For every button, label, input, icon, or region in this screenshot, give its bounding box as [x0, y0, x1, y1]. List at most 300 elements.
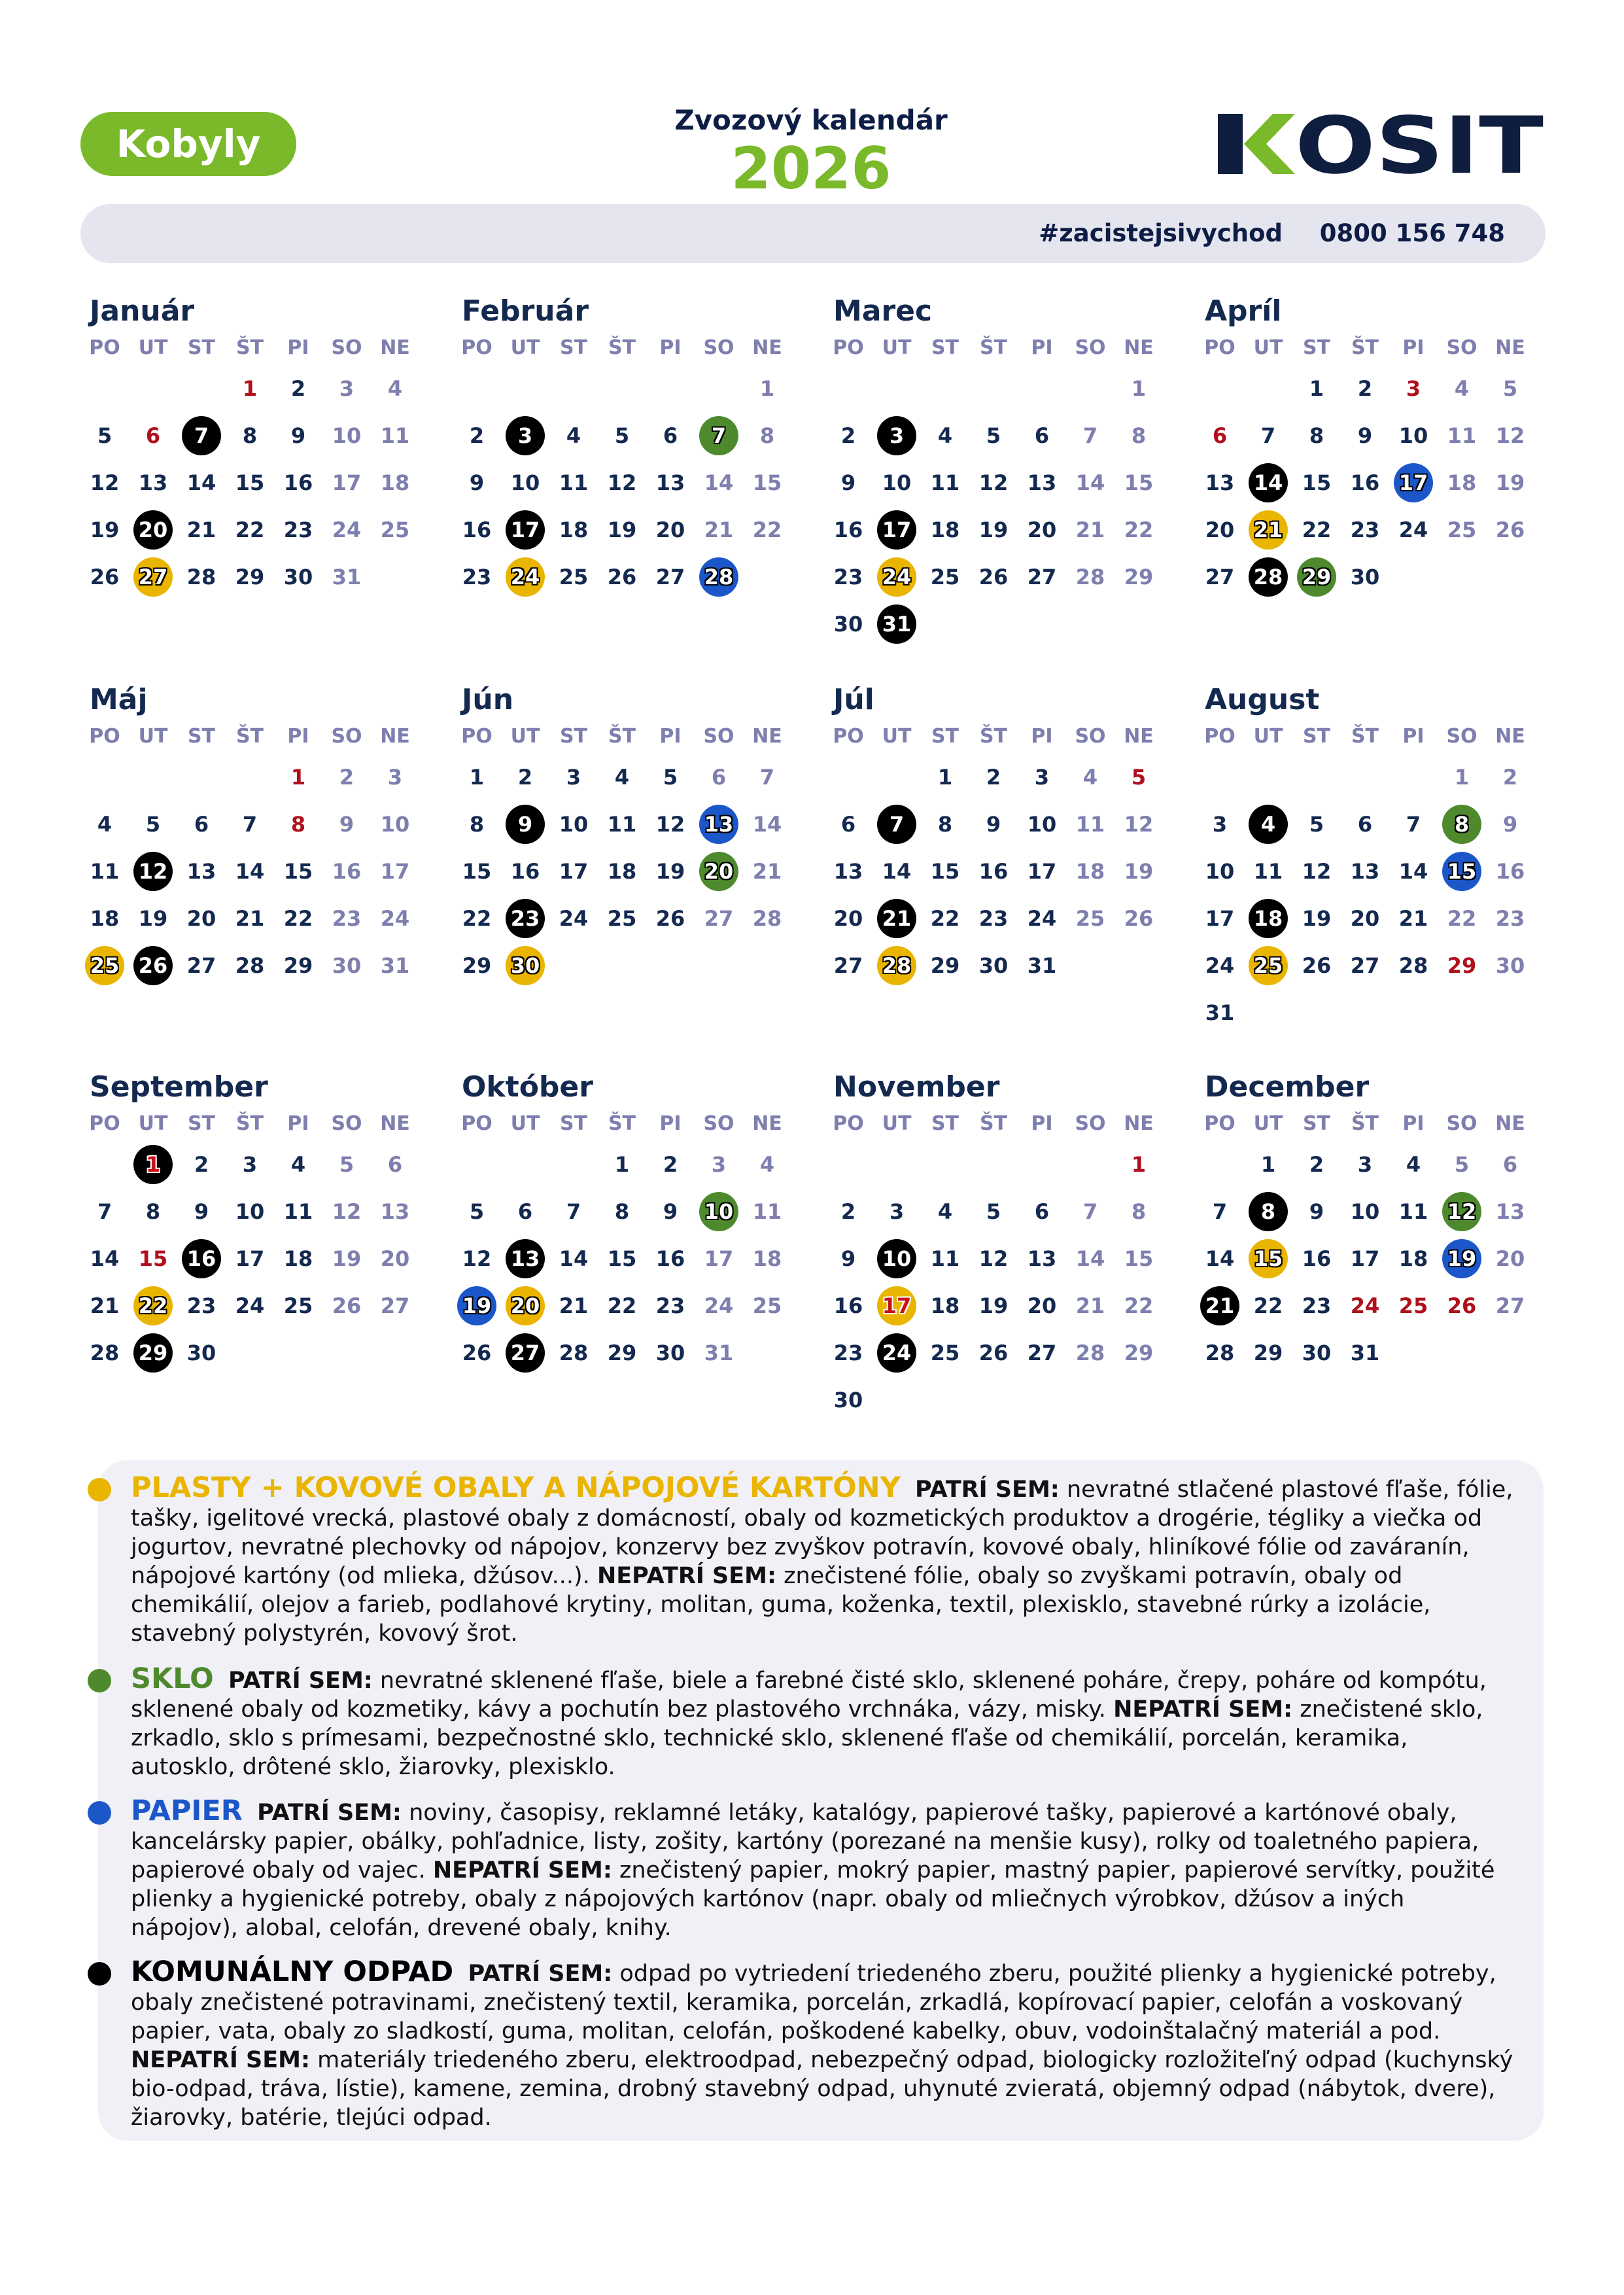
calendar-day: 26 [1447, 1293, 1477, 1318]
weekday-label: SO [331, 1112, 362, 1135]
calendar-day: 1 [1260, 1152, 1276, 1177]
calendar-day: 16 [462, 517, 492, 542]
calendar-day: 12 [332, 1199, 362, 1224]
calendar-day: 10 [1398, 423, 1428, 448]
calendar-day: 12 [90, 470, 120, 495]
collection-day-black: 17 [506, 510, 545, 550]
weekday-label: ST [559, 336, 588, 359]
collection-day-green: 20 [699, 852, 738, 891]
calendar-day: 1 [290, 765, 306, 790]
calendar-day: 26 [607, 565, 637, 589]
collection-day-black: 23 [506, 899, 545, 938]
calendar-day: 4 [97, 812, 112, 837]
weekday-label: PO [461, 1112, 492, 1135]
weekday-label: NE [1495, 725, 1525, 748]
calendar-day: 4 [1406, 1152, 1421, 1177]
calendar-day: 2 [469, 423, 485, 448]
collection-day-black: 4 [1249, 805, 1288, 844]
calendar-day: 3 [1406, 376, 1421, 401]
weekday-label: UT [138, 725, 168, 748]
calendar-day: 3 [711, 1152, 727, 1177]
info-bar [80, 204, 1546, 263]
calendar-day: 22 [462, 906, 492, 931]
weekday-label: ŠT [235, 336, 264, 359]
calendar-day: 11 [559, 470, 589, 495]
weekday-label: NE [1124, 1112, 1154, 1135]
calendar-day: 20 [833, 906, 863, 931]
month-name: Apríl [1205, 294, 1282, 328]
calendar-day: 26 [332, 1293, 362, 1318]
calendar-day: 5 [469, 1199, 485, 1224]
calendar-day: 17 [559, 859, 589, 884]
legend-in-label: PATRÍ SEM: [915, 1477, 1060, 1503]
calendar-day: 22 [607, 1293, 637, 1318]
calendar-day: 25 [752, 1293, 782, 1318]
calendar-day: 19 [1124, 859, 1154, 884]
hashtag-text: #zacistejsivychod [1039, 219, 1283, 247]
calendar-day: 27 [1495, 1293, 1525, 1318]
weekday-label: SO [1075, 725, 1106, 748]
calendar-day: 26 [1124, 906, 1154, 931]
month-name: August [1205, 683, 1320, 716]
legend-item-papier [131, 1796, 1517, 1942]
weekday-label: SO [1446, 725, 1477, 748]
calendar-day: 24 [1398, 517, 1428, 542]
calendar-day: 2 [339, 765, 354, 790]
calendar-day: 11 [1398, 1199, 1428, 1224]
legend-in-text: nevratné stlačené plastové fľaše, fólie, tašky, igelitové vrecká, plastové obaly z domácností, obaly od kozmetických produktov a drogérie, tégliky a viečka od jogurtov, nevratné plechovky od nápojov, konzervy bez zvyškov potravín, kovové obaly, hliníkové fólie od zaváranín, nápojové kartóny (od mlieka, džúsov...). [131, 1477, 1513, 1589]
collection-day-black: 7 [877, 805, 916, 844]
collection-day-black: 24 [877, 1333, 916, 1373]
calendar-day: 23 [833, 1340, 863, 1365]
calendar-day: 30 [978, 953, 1009, 978]
legend-out-label: NEPATRÍ SEM: [596, 1563, 776, 1589]
calendar-day: 25 [930, 565, 960, 589]
calendar-day: 30 [283, 565, 313, 589]
calendar-day: 11 [283, 1199, 313, 1224]
legend-out-label: NEPATRÍ SEM: [131, 2047, 310, 2073]
calendar-day: 25 [1447, 517, 1477, 542]
collection-day-blue: 17 [1394, 463, 1433, 502]
weekday-label: ŠT [1351, 336, 1379, 359]
calendar-year: 2026 [731, 135, 891, 202]
calendar-day: 6 [387, 1152, 403, 1177]
calendar-day: 27 [1027, 1340, 1057, 1365]
calendar-day: 27 [1027, 565, 1057, 589]
calendar-day: 19 [332, 1246, 362, 1271]
calendar-day: 10 [332, 423, 362, 448]
calendar-day: 20 [380, 1246, 410, 1271]
calendar-day: 17 [1027, 859, 1057, 884]
calendar-day: 17 [380, 859, 410, 884]
calendar-day: 6 [145, 423, 161, 448]
collection-day-black: 3 [506, 416, 545, 455]
legend-title-komunalny: KOMUNÁLNY ODPAD [131, 1955, 454, 1988]
weekday-label: UT [882, 1112, 912, 1135]
calendar-day: 14 [1075, 470, 1105, 495]
legend-out-text: znečistený papier, mokrý papier, mastný papier, papierové servítky, použité plienky a hygienické potreby, obaly z nápojových kartónov (napr. obaly od mliečnych výrobkov, džúsov a iných nápojov), alobal, celofán, drevené obaly, knihy. [131, 1857, 1495, 1941]
calendar-day: 8 [937, 812, 953, 837]
calendar-day: 4 [759, 1152, 775, 1177]
calendar-day: 15 [607, 1246, 637, 1271]
weekday-label: PI [287, 336, 309, 359]
calendar-day: 25 [559, 565, 589, 589]
calendar-day: 5 [1502, 376, 1518, 401]
calendar-day: 17 [1205, 906, 1235, 931]
title-block [615, 103, 1007, 200]
weekday-label: SO [703, 1112, 734, 1135]
weekday-label: ST [1302, 725, 1331, 748]
calendar-day: 31 [380, 953, 410, 978]
calendar-day: 2 [1309, 1152, 1324, 1177]
calendar-day: 2 [1357, 376, 1373, 401]
weekday-label: PI [287, 1112, 309, 1135]
calendar-day: 27 [1350, 953, 1380, 978]
weekday-label: ŠT [608, 336, 636, 359]
calendar-day: 15 [138, 1246, 168, 1271]
calendar-day: 18 [1398, 1246, 1428, 1271]
calendar-day: 3 [1357, 1152, 1373, 1177]
calendar-day: 20 [1205, 517, 1235, 542]
calendar-day: 10 [882, 470, 912, 495]
calendar-day: 22 [235, 517, 265, 542]
collection-day-green: 12 [1442, 1192, 1481, 1231]
calendar-day: 25 [1075, 906, 1105, 931]
month-name: Júl [833, 683, 874, 716]
calendar-day: 30 [833, 612, 863, 637]
calendar-day: 5 [97, 423, 112, 448]
calendar-day: 9 [339, 812, 354, 837]
calendar-day: 14 [752, 812, 782, 837]
calendar-day: 14 [704, 470, 734, 495]
calendar-day: 25 [380, 517, 410, 542]
calendar-day: 22 [1447, 906, 1477, 931]
calendar-day: 23 [655, 1293, 685, 1318]
calendar-day: 26 [978, 565, 1009, 589]
calendar-day: 31 [1027, 953, 1057, 978]
calendar-day: 30 [1302, 1340, 1332, 1365]
calendar-day: 13 [1495, 1199, 1525, 1224]
calendar-day: 27 [704, 906, 734, 931]
weekday-label: UT [1253, 336, 1283, 359]
calendar-day: 9 [986, 812, 1001, 837]
calendar-day: 18 [752, 1246, 782, 1271]
calendar-day: 14 [1075, 1246, 1105, 1271]
calendar-day: 7 [1082, 1199, 1098, 1224]
collection-day-blue: 28 [699, 557, 738, 597]
calendar-day: 27 [380, 1293, 410, 1318]
weekday-label: ST [559, 725, 588, 748]
collection-day-black: 3 [877, 416, 916, 455]
calendar-day: 24 [332, 517, 362, 542]
calendar-day: 26 [655, 906, 685, 931]
calendar-day: 15 [752, 470, 782, 495]
calendar-day: 22 [1124, 517, 1154, 542]
legend-title-sklo: SKLO [131, 1662, 214, 1695]
calendar-day: 9 [840, 470, 856, 495]
calendar-day: 1 [1454, 765, 1470, 790]
weekday-label: ŠT [979, 1112, 1008, 1135]
calendar-day: 6 [1212, 423, 1228, 448]
calendar-day: 22 [283, 906, 313, 931]
collection-day-yellow: 25 [1249, 946, 1288, 985]
calendar-day: 13 [380, 1199, 410, 1224]
legend-item-plasty [131, 1473, 1517, 1648]
calendar-day: 3 [889, 1199, 905, 1224]
calendar-day: 27 [655, 565, 685, 589]
collection-day-yellow: 17 [877, 1286, 916, 1325]
weekday-label: NE [752, 336, 782, 359]
calendar-day: 29 [283, 953, 313, 978]
weekday-label: PO [89, 1112, 120, 1135]
calendar-day: 12 [655, 812, 685, 837]
calendar-day: 12 [1495, 423, 1525, 448]
collection-day-blue: 19 [457, 1286, 496, 1325]
calendar-day: 24 [1350, 1293, 1380, 1318]
calendar-day: 22 [1253, 1293, 1283, 1318]
calendar-day: 2 [986, 765, 1001, 790]
calendar-day: 21 [1075, 1293, 1105, 1318]
calendar-day: 5 [1454, 1152, 1470, 1177]
calendar-day: 15 [1124, 1246, 1154, 1271]
calendar-day: 29 [235, 565, 265, 589]
calendar-day: 3 [566, 765, 581, 790]
weekday-label: UT [510, 1112, 540, 1135]
calendar-day: 10 [380, 812, 410, 837]
weekday-label: PI [1031, 336, 1053, 359]
calendar-day: 19 [978, 517, 1009, 542]
weekday-label: PI [287, 725, 309, 748]
weekday-label: SO [1075, 1112, 1106, 1135]
calendar-day: 21 [1398, 906, 1428, 931]
collection-day-yellow: 28 [877, 946, 916, 985]
collection-day-black: 8 [1249, 1192, 1288, 1231]
calendar-day: 20 [1027, 517, 1057, 542]
calendar-day: 22 [1302, 517, 1332, 542]
calendar-day: 25 [283, 1293, 313, 1318]
calendar-day: 14 [1398, 859, 1428, 884]
calendar-day: 7 [1082, 423, 1098, 448]
calendar-day: 28 [1398, 953, 1428, 978]
calendar-day: 12 [978, 470, 1009, 495]
calendar-day: 20 [655, 517, 685, 542]
calendar-day: 11 [1253, 859, 1283, 884]
calendar-day: 20 [186, 906, 216, 931]
weekday-label: PO [833, 336, 864, 359]
collection-day-black: 26 [133, 946, 173, 985]
legend-item-sklo [131, 1664, 1517, 1781]
weekday-label: PO [833, 725, 864, 748]
collection-day-yellow: 27 [133, 557, 173, 597]
calendar-day: 8 [469, 812, 485, 837]
calendar-day: 11 [930, 470, 960, 495]
weekday-label: PI [1402, 1112, 1425, 1135]
calendar-day: 14 [235, 859, 265, 884]
calendar-day: 18 [930, 1293, 960, 1318]
collection-day-black: 1 [133, 1145, 173, 1184]
weekday-label: ST [559, 1112, 588, 1135]
calendar-day: 29 [930, 953, 960, 978]
calendar-day: 8 [1309, 423, 1324, 448]
village-badge: Kobyly [80, 112, 296, 176]
calendar-day: 16 [978, 859, 1009, 884]
weekday-label: SO [331, 336, 362, 359]
calendar-day: 16 [1495, 859, 1525, 884]
legend-in-text: noviny, časopisy, reklamné letáky, katalógy, papierové tašky, papierové a kartónové obaly, kancelársky papier, obálky, pohľadnice, listy, zošity, kartóny (porezané na menšie kusy), rolky od toaletného papiera, papierové obaly od vajec. [131, 1800, 1479, 1883]
calendar-day: 21 [1075, 517, 1105, 542]
calendar-day: 4 [614, 765, 630, 790]
calendar-day: 13 [186, 859, 216, 884]
calendar-day: 18 [380, 470, 410, 495]
calendar-day: 18 [607, 859, 637, 884]
weekday-label: PO [833, 1112, 864, 1135]
calendar-day: 23 [978, 906, 1009, 931]
collection-day-black: 21 [877, 899, 916, 938]
weekday-label: NE [752, 725, 782, 748]
calendar-day: 14 [90, 1246, 120, 1271]
calendar-day: 1 [1131, 376, 1147, 401]
calendar-day: 21 [704, 517, 734, 542]
collection-day-green: 10 [699, 1192, 738, 1231]
calendar-day: 6 [1034, 423, 1050, 448]
calendar-day: 26 [462, 1340, 492, 1365]
calendar-day: 13 [138, 470, 168, 495]
weekday-label: SO [703, 725, 734, 748]
calendar-day: 11 [1075, 812, 1105, 837]
calendar-day: 12 [607, 470, 637, 495]
calendar-day: 2 [517, 765, 533, 790]
weekday-label: ST [187, 1112, 216, 1135]
legend-out-text: znečistené fólie, obaly so zvyškami potravín, obaly od chemikálií, olejov a farieb, podlahové krytiny, molitan, guma, koženka, textil, plexisklo, stavebné rúrky a izolácie, stavebný polystyrén, kovový šrot. [131, 1563, 1431, 1647]
calendar-day: 4 [290, 1152, 306, 1177]
calendar-day: 5 [663, 765, 678, 790]
weekday-label: ŠT [608, 725, 636, 748]
yellow-dot-icon [88, 1478, 111, 1501]
calendar-day: 4 [937, 423, 953, 448]
calendar-day: 21 [90, 1293, 120, 1318]
calendar-day: 31 [1350, 1340, 1380, 1365]
calendar-day: 13 [1027, 1246, 1057, 1271]
calendar-day: 6 [1502, 1152, 1518, 1177]
weekday-label: NE [380, 725, 410, 748]
calendar-day: 4 [566, 423, 581, 448]
calendar-day: 26 [90, 565, 120, 589]
calendar-day: 5 [1131, 765, 1147, 790]
month-name: Jún [462, 683, 514, 716]
calendar-day: 16 [833, 517, 863, 542]
calendar-day: 7 [97, 1199, 112, 1224]
calendar-day: 22 [930, 906, 960, 931]
collection-day-yellow: 24 [506, 557, 545, 597]
calendar-day: 17 [704, 1246, 734, 1271]
calendar-day: 28 [752, 906, 782, 931]
calendar-day: 13 [1027, 470, 1057, 495]
calendar-day: 6 [1357, 812, 1373, 837]
calendar-day: 10 [510, 470, 540, 495]
calendar-day: 10 [1350, 1199, 1380, 1224]
calendar-day: 28 [1075, 1340, 1105, 1365]
calendar-day: 4 [937, 1199, 953, 1224]
collection-day-blue: 15 [1442, 852, 1481, 891]
weekday-label: ŠT [1351, 1112, 1379, 1135]
calendar-day: 30 [833, 1388, 863, 1412]
legend-title-papier: PAPIER [131, 1795, 243, 1827]
weekday-label: NE [1495, 1112, 1525, 1135]
weekday-label: UT [1253, 1112, 1283, 1135]
calendar-day: 15 [1302, 470, 1332, 495]
calendar-day: 3 [242, 1152, 258, 1177]
calendar-day: 2 [840, 1199, 856, 1224]
calendar-day: 11 [380, 423, 410, 448]
calendar-day: 1 [759, 376, 775, 401]
calendar-day: 11 [607, 812, 637, 837]
weekday-label: PO [1204, 1112, 1235, 1135]
calendar-day: 21 [235, 906, 265, 931]
calendar-day: 15 [235, 470, 265, 495]
calendar-day: 8 [1131, 423, 1147, 448]
calendar-day: 24 [235, 1293, 265, 1318]
calendar-day: 10 [1027, 812, 1057, 837]
calendar-day: 19 [655, 859, 685, 884]
weekday-label: SO [1446, 336, 1477, 359]
weekday-label: NE [380, 336, 410, 359]
calendar-day: 27 [833, 953, 863, 978]
calendar-day: 29 [1124, 565, 1154, 589]
weekday-label: UT [510, 336, 540, 359]
calendar-day: 18 [1075, 859, 1105, 884]
calendar-day: 7 [1260, 423, 1276, 448]
calendar-day: 24 [380, 906, 410, 931]
calendar-day: 19 [978, 1293, 1009, 1318]
calendar-day: 25 [607, 906, 637, 931]
calendar-day: 1 [614, 1152, 630, 1177]
calendar-day: 31 [704, 1340, 734, 1365]
weekday-label: SO [1446, 1112, 1477, 1135]
collection-day-yellow: 22 [133, 1286, 173, 1325]
collection-day-black: 9 [506, 805, 545, 844]
weekday-label: ST [931, 725, 959, 748]
calendar-day: 9 [1502, 812, 1518, 837]
weekday-label: PI [1402, 725, 1425, 748]
calendar-day: 2 [663, 1152, 678, 1177]
calendar-day: 16 [283, 470, 313, 495]
calendar-day: 28 [186, 565, 216, 589]
weekday-label: PO [461, 725, 492, 748]
weekday-label: UT [138, 336, 168, 359]
calendar-day: 7 [242, 812, 258, 837]
calendar-day: 12 [1302, 859, 1332, 884]
collection-day-black: 21 [1200, 1286, 1239, 1325]
collection-day-yellow: 15 [1249, 1239, 1288, 1278]
weekday-label: PO [89, 336, 120, 359]
calendar-day: 17 [235, 1246, 265, 1271]
calendar-day: 5 [986, 423, 1001, 448]
calendar-day: 10 [235, 1199, 265, 1224]
svg-text:OSIT: OSIT [1295, 111, 1544, 177]
calendar-day: 13 [1350, 859, 1380, 884]
calendar-day: 16 [1302, 1246, 1332, 1271]
calendar-day: 14 [186, 470, 216, 495]
weekday-label: PI [1031, 1112, 1053, 1135]
weekday-label: PO [1204, 725, 1235, 748]
calendar-day: 24 [559, 906, 589, 931]
calendar-day: 8 [145, 1199, 161, 1224]
weekday-label: PI [659, 1112, 682, 1135]
calendar-day: 8 [290, 812, 306, 837]
calendar-day: 7 [566, 1199, 581, 1224]
calendar-day: 23 [332, 906, 362, 931]
calendar-day: 11 [90, 859, 120, 884]
